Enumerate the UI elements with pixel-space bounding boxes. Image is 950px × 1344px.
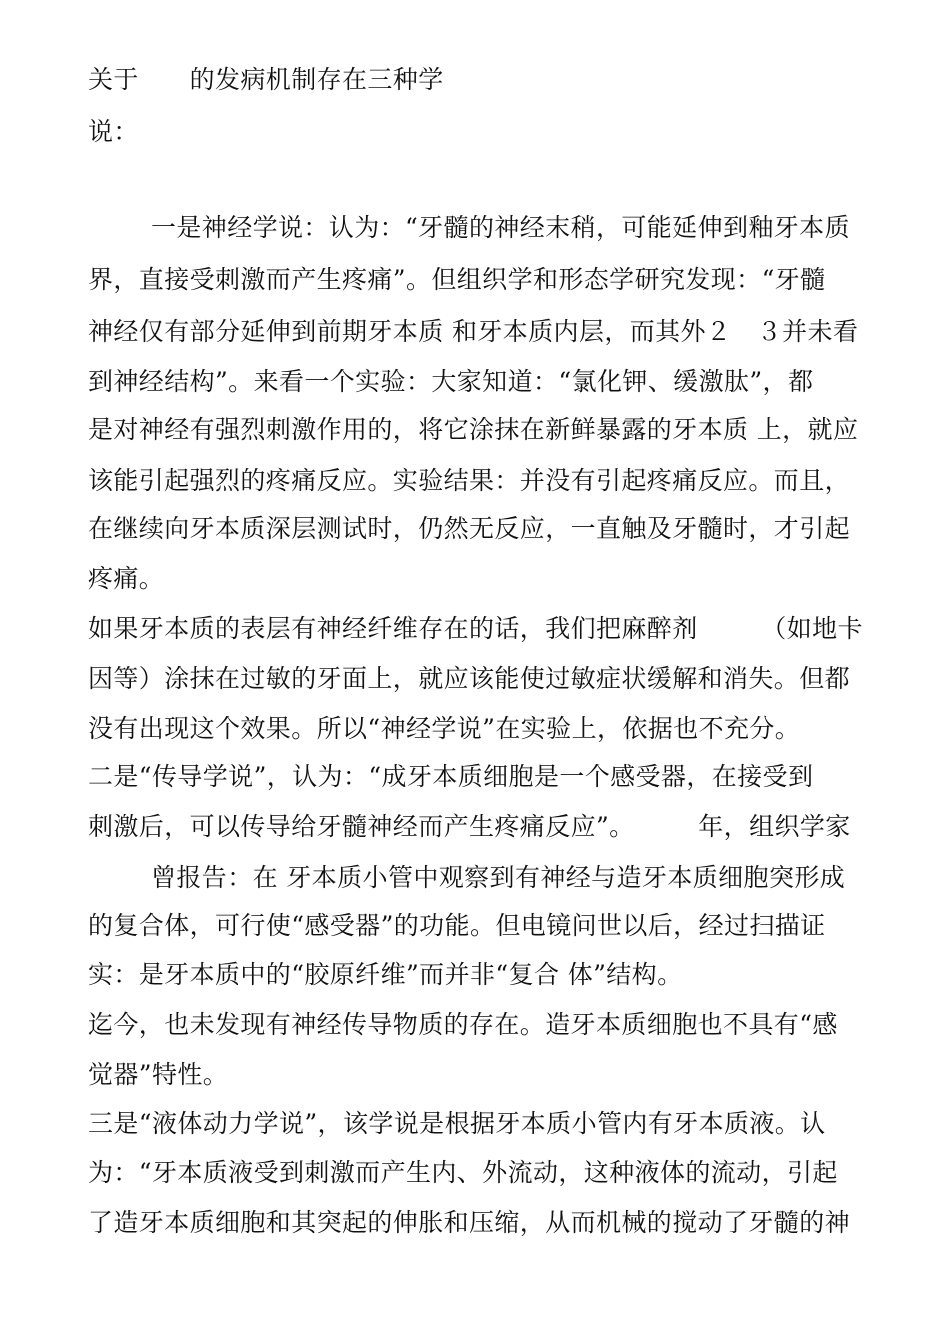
text-line: 如果牙本质的表层有神经纤维存在的话，我们把麻醉剂 （如地卡 <box>88 614 863 643</box>
text-line: 三是“液体动力学说”，该学说是根据牙本质小管内有牙本质液。认 <box>88 1109 826 1138</box>
text-line: 神经仅有部分延伸到前期牙本质 和牙本质内层，而其外２ ３并未看 <box>88 317 859 346</box>
text-line: 二是“传导学说”，认为：“成牙本质细胞是一个感受器，在接受到 <box>88 762 814 791</box>
text-line: 因等）涂抹在过敏的牙面上，就应该能使过敏症状缓解和消失。但都 <box>88 664 851 693</box>
text-line: 该能引起强烈的疼痛反应。实验结果：并没有引起疼痛反应。而且， <box>88 466 851 495</box>
text-line: 没有出现这个效果。所以“神经学说”在实验上，依据也不充分。 <box>88 714 801 743</box>
text-line: 曾报告：在 牙本质小管中观察到有神经与造牙本质细胞突形成 <box>151 863 846 892</box>
text-line: 关于 的发病机制存在三种学 <box>88 65 444 94</box>
text-line: 刺激后，可以传导给牙髓神经而产生疼痛反应”。 年，组织学家 <box>88 812 851 841</box>
text-line: 到神经结构”。来看一个实验：大家知道：“氯化钾、缓激肽”，都 <box>88 367 814 396</box>
text-line: 迄今，也未发现有神经传导物质的存在。造牙本质细胞也不具有“感 <box>88 1010 838 1039</box>
text-line: 为：“牙本质液受到刺激而产生内、外流动，这种液体的流动，引起 <box>88 1158 838 1187</box>
text-line: 疼痛。 <box>88 564 165 593</box>
text-line: 是对神经有强烈刺激作用的，将它涂抹在新鲜暴露的牙本质 上，就应 <box>88 415 859 444</box>
paragraph-first-line: 一是神经学说：认为：“牙髓的神经末稍，可能延伸到釉牙本质 <box>151 213 850 242</box>
text-line: 了造牙本质细胞和其突起的伸胀和压缩，从而机械的搅动了牙髓的神 <box>88 1208 851 1237</box>
text-line: 在继续向牙本质深层测试时，仍然无反应，一直触及牙髓时，才引起 <box>88 514 851 543</box>
text-line: 觉器”特性。 <box>88 1060 229 1089</box>
text-line: 实：是牙本质中的“胶原纤维”而并非“复合 体”结构。 <box>88 960 683 989</box>
text-line: 的复合体，可行使“感受器”的功能。但电镜问世以后，经过扫描证 <box>88 911 826 940</box>
text-line: 说： <box>88 117 139 146</box>
text-line: 界，直接受刺激而产生疼痛”。但组织学和形态学研究发现：“牙髓 <box>88 265 826 294</box>
